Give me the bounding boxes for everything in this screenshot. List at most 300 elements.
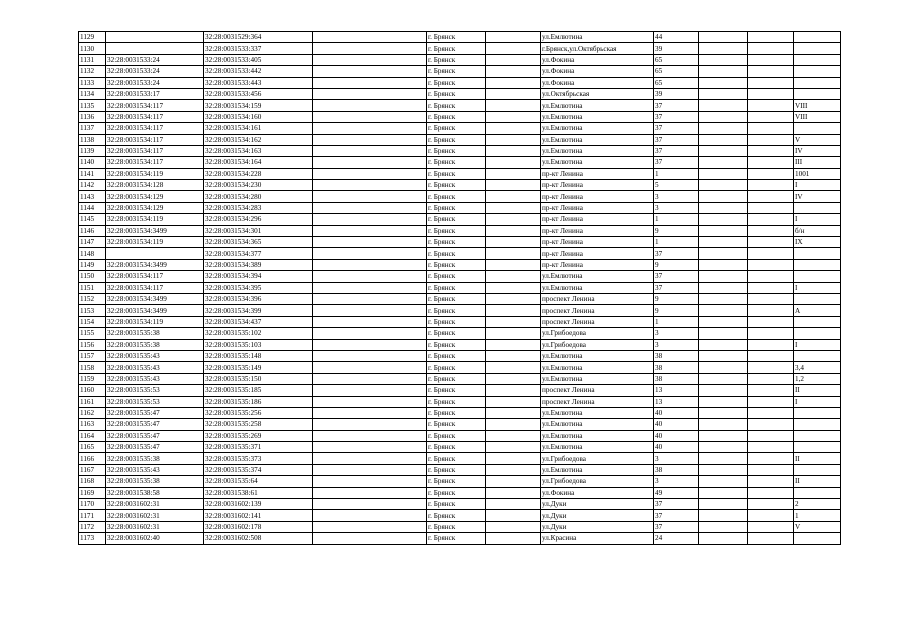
premises-number-cell [794, 350, 841, 361]
table-row [79, 453, 841, 464]
parent-cadastral-number-cell: 32:28:0031534:119 [106, 237, 204, 248]
blank-cell-4 [748, 123, 794, 134]
parent-cadastral-number-cell: 32:28:0031535:53 [106, 396, 204, 407]
parent-cadastral-number-cell: 32:28:0031534:117 [106, 111, 204, 122]
blank-cell-2 [486, 134, 541, 145]
blank-cell-4 [748, 305, 794, 316]
blank-cell [313, 123, 427, 134]
blank-cell-3 [699, 533, 748, 544]
blank-cell-4 [748, 202, 794, 213]
blank-cell-3 [699, 191, 748, 202]
blank-cell [313, 533, 427, 544]
blank-cell-3 [699, 282, 748, 293]
row-number-cell: 1167 [79, 464, 106, 475]
street-cell: ул.Грибоедова [541, 328, 654, 339]
table-row [79, 328, 841, 339]
city-cell: г. Брянск [427, 191, 486, 202]
house-number-cell: 39 [654, 88, 699, 99]
street-cell: ул.Емлютина [541, 419, 654, 430]
blank-cell-4 [748, 43, 794, 54]
premises-number-cell: III [794, 157, 841, 168]
premises-number-cell: II [794, 453, 841, 464]
cadastral-number-cell: 32:28:0031535:373 [204, 453, 313, 464]
blank-cell [313, 145, 427, 156]
blank-cell [313, 419, 427, 430]
city-cell: г. Брянск [427, 123, 486, 134]
row-number-cell: 1153 [79, 305, 106, 316]
table-row [79, 111, 841, 122]
table-row [79, 293, 841, 304]
premises-number-cell [794, 442, 841, 453]
cadastral-number-cell: 32:28:0031534:301 [204, 225, 313, 236]
blank-cell-2 [486, 168, 541, 179]
blank-cell-4 [748, 88, 794, 99]
blank-cell-2 [486, 271, 541, 282]
row-number-cell: 1137 [79, 123, 106, 134]
premises-number-cell [794, 202, 841, 213]
house-number-cell: 65 [654, 54, 699, 65]
blank-cell [313, 407, 427, 418]
street-cell: ул.Фокина [541, 77, 654, 88]
blank-cell [313, 214, 427, 225]
row-number-cell: 1171 [79, 510, 106, 521]
city-cell: г. Брянск [427, 442, 486, 453]
city-cell: г. Брянск [427, 499, 486, 510]
table-row [79, 533, 841, 544]
premises-number-cell [794, 248, 841, 259]
blank-cell-3 [699, 385, 748, 396]
blank-cell-2 [486, 362, 541, 373]
house-number-cell: 9 [654, 293, 699, 304]
blank-cell-4 [748, 157, 794, 168]
table-row [79, 123, 841, 134]
blank-cell [313, 225, 427, 236]
house-number-cell: 40 [654, 442, 699, 453]
blank-cell-4 [748, 237, 794, 248]
cadastral-number-cell: 32:28:0031534:399 [204, 305, 313, 316]
parent-cadastral-number-cell: 32:28:0031538:58 [106, 487, 204, 498]
blank-cell-3 [699, 88, 748, 99]
city-cell: г. Брянск [427, 77, 486, 88]
row-number-cell: 1146 [79, 225, 106, 236]
cadastral-number-cell: 32:28:0031534:365 [204, 237, 313, 248]
premises-number-cell [794, 32, 841, 43]
city-cell: г. Брянск [427, 145, 486, 156]
row-number-cell: 1139 [79, 145, 106, 156]
city-cell: г. Брянск [427, 476, 486, 487]
blank-cell-3 [699, 499, 748, 510]
premises-number-cell: VIII [794, 111, 841, 122]
blank-cell-3 [699, 43, 748, 54]
blank-cell-4 [748, 350, 794, 361]
house-number-cell: 1 [654, 316, 699, 327]
city-cell: г. Брянск [427, 510, 486, 521]
premises-number-cell [794, 407, 841, 418]
blank-cell-4 [748, 419, 794, 430]
house-number-cell: 3 [654, 202, 699, 213]
cadastral-number-cell: 32:28:0031534:161 [204, 123, 313, 134]
premises-number-cell: 2 [794, 499, 841, 510]
street-cell: ул.Дуки [541, 499, 654, 510]
blank-cell-4 [748, 316, 794, 327]
blank-cell [313, 510, 427, 521]
parent-cadastral-number-cell: 32:28:0031534:119 [106, 214, 204, 225]
blank-cell-2 [486, 533, 541, 544]
city-cell: г. Брянск [427, 453, 486, 464]
blank-cell-3 [699, 271, 748, 282]
row-number-cell: 1147 [79, 237, 106, 248]
blank-cell-2 [486, 419, 541, 430]
row-number-cell: 1160 [79, 385, 106, 396]
premises-number-cell: 1,2 [794, 373, 841, 384]
parent-cadastral-number-cell: 32:28:0031535:43 [106, 464, 204, 475]
blank-cell-4 [748, 385, 794, 396]
parent-cadastral-number-cell: 32:28:0031534:117 [106, 271, 204, 282]
parent-cadastral-number-cell: 32:28:0031535:47 [106, 430, 204, 441]
table-row [79, 54, 841, 65]
cadastral-number-cell: 32:28:0031533:456 [204, 88, 313, 99]
premises-number-cell [794, 419, 841, 430]
city-cell: г. Брянск [427, 271, 486, 282]
street-cell: пр-кт Ленина [541, 202, 654, 213]
table-row [79, 464, 841, 475]
street-cell: пр-кт Ленина [541, 168, 654, 179]
row-number-cell: 1132 [79, 66, 106, 77]
table-row [79, 339, 841, 350]
premises-number-cell [794, 54, 841, 65]
blank-cell-2 [486, 225, 541, 236]
blank-cell [313, 339, 427, 350]
blank-cell-2 [486, 487, 541, 498]
table-row [79, 271, 841, 282]
street-cell: пр-кт Ленина [541, 259, 654, 270]
premises-number-cell [794, 66, 841, 77]
blank-cell-4 [748, 293, 794, 304]
blank-cell-3 [699, 214, 748, 225]
cadastral-number-cell: 32:28:0031602:139 [204, 499, 313, 510]
row-number-cell: 1154 [79, 316, 106, 327]
blank-cell-2 [486, 282, 541, 293]
house-number-cell: 37 [654, 271, 699, 282]
blank-cell-4 [748, 328, 794, 339]
parent-cadastral-number-cell: 32:28:0031534:119 [106, 316, 204, 327]
blank-cell-4 [748, 521, 794, 532]
house-number-cell: 37 [654, 282, 699, 293]
blank-cell-3 [699, 259, 748, 270]
cadastral-number-cell: 32:28:0031534:283 [204, 202, 313, 213]
premises-number-cell [794, 88, 841, 99]
blank-cell-4 [748, 373, 794, 384]
street-cell: ул.Емлютина [541, 32, 654, 43]
premises-number-cell [794, 271, 841, 282]
city-cell: г. Брянск [427, 111, 486, 122]
cadastral-number-cell: 32:28:0031534:164 [204, 157, 313, 168]
table-body [79, 32, 841, 545]
table-row [79, 259, 841, 270]
blank-cell-4 [748, 145, 794, 156]
blank-cell [313, 396, 427, 407]
blank-cell-2 [486, 442, 541, 453]
street-cell: ул.Емлютина [541, 282, 654, 293]
blank-cell-3 [699, 237, 748, 248]
row-number-cell: 1170 [79, 499, 106, 510]
street-cell: ул.Дуки [541, 521, 654, 532]
blank-cell [313, 282, 427, 293]
blank-cell-3 [699, 134, 748, 145]
parent-cadastral-number-cell: 32:28:0031534:117 [106, 134, 204, 145]
blank-cell-3 [699, 180, 748, 191]
blank-cell-4 [748, 499, 794, 510]
blank-cell-4 [748, 271, 794, 282]
blank-cell-2 [486, 328, 541, 339]
cadastral-number-cell: 32:28:0031535:103 [204, 339, 313, 350]
blank-cell-2 [486, 32, 541, 43]
parent-cadastral-number-cell: 32:28:0031534:3499 [106, 225, 204, 236]
parent-cadastral-number-cell: 32:28:0031535:43 [106, 362, 204, 373]
table-row [79, 316, 841, 327]
blank-cell-2 [486, 521, 541, 532]
blank-cell-3 [699, 328, 748, 339]
city-cell: г. Брянск [427, 419, 486, 430]
blank-cell-2 [486, 453, 541, 464]
parent-cadastral-number-cell: 32:28:0031534:129 [106, 191, 204, 202]
city-cell: г. Брянск [427, 464, 486, 475]
blank-cell [313, 237, 427, 248]
cadastral-number-cell: 32:28:0031534:296 [204, 214, 313, 225]
row-number-cell: 1169 [79, 487, 106, 498]
table-row [79, 362, 841, 373]
blank-cell-2 [486, 157, 541, 168]
city-cell: г. Брянск [427, 259, 486, 270]
blank-cell [313, 202, 427, 213]
blank-cell [313, 453, 427, 464]
table-row [79, 419, 841, 430]
premises-number-cell: VIII [794, 100, 841, 111]
table-row [79, 442, 841, 453]
cadastral-number-cell: 32:28:0031535:371 [204, 442, 313, 453]
house-number-cell: 37 [654, 100, 699, 111]
street-cell: ул.Грибоедова [541, 476, 654, 487]
parent-cadastral-number-cell: 32:28:0031535:43 [106, 373, 204, 384]
street-cell: ул.Грибоедова [541, 453, 654, 464]
cadastral-number-cell: 32:28:0031602:141 [204, 510, 313, 521]
table-row [79, 191, 841, 202]
row-number-cell: 1172 [79, 521, 106, 532]
blank-cell-3 [699, 54, 748, 65]
blank-cell-3 [699, 510, 748, 521]
city-cell: г. Брянск [427, 339, 486, 350]
parent-cadastral-number-cell: 32:28:0031533:17 [106, 88, 204, 99]
row-number-cell: 1158 [79, 362, 106, 373]
premises-number-cell: I [794, 214, 841, 225]
city-cell: г. Брянск [427, 385, 486, 396]
house-number-cell: 49 [654, 487, 699, 498]
city-cell: г. Брянск [427, 407, 486, 418]
city-cell: г. Брянск [427, 396, 486, 407]
house-number-cell: 37 [654, 510, 699, 521]
blank-cell-2 [486, 77, 541, 88]
street-cell: проспект Ленина [541, 305, 654, 316]
blank-cell [313, 43, 427, 54]
blank-cell-2 [486, 396, 541, 407]
blank-cell-2 [486, 350, 541, 361]
blank-cell-4 [748, 225, 794, 236]
cadastral-number-cell: 32:28:0031538:61 [204, 487, 313, 498]
house-number-cell: 5 [654, 180, 699, 191]
street-cell: ул.Емлютина [541, 350, 654, 361]
parent-cadastral-number-cell: 32:28:0031535:38 [106, 453, 204, 464]
parent-cadastral-number-cell: 32:28:0031534:3499 [106, 293, 204, 304]
table-row [79, 43, 841, 54]
street-cell: ул.Емлютина [541, 407, 654, 418]
blank-cell-3 [699, 521, 748, 532]
premises-number-cell [794, 43, 841, 54]
blank-cell [313, 487, 427, 498]
cadastral-number-cell: 32:28:0031535:150 [204, 373, 313, 384]
parent-cadastral-number-cell: 32:28:0031533:24 [106, 77, 204, 88]
blank-cell [313, 88, 427, 99]
blank-cell-3 [699, 145, 748, 156]
street-cell: ул.Емлютина [541, 442, 654, 453]
blank-cell-4 [748, 510, 794, 521]
table-row [79, 202, 841, 213]
blank-cell-4 [748, 54, 794, 65]
table-row [79, 430, 841, 441]
street-cell: ул.Фокина [541, 54, 654, 65]
parent-cadastral-number-cell: 32:28:0031602:31 [106, 510, 204, 521]
blank-cell-4 [748, 168, 794, 179]
cadastral-number-cell: 32:28:0031535:269 [204, 430, 313, 441]
blank-cell-2 [486, 54, 541, 65]
row-number-cell: 1165 [79, 442, 106, 453]
city-cell: г. Брянск [427, 373, 486, 384]
parent-cadastral-number-cell: 32:28:0031534:117 [106, 123, 204, 134]
table-row [79, 385, 841, 396]
house-number-cell: 1 [654, 237, 699, 248]
premises-number-cell [794, 464, 841, 475]
blank-cell-3 [699, 66, 748, 77]
house-number-cell: 44 [654, 32, 699, 43]
blank-cell-2 [486, 305, 541, 316]
parent-cadastral-number-cell: 32:28:0031534:3499 [106, 259, 204, 270]
street-cell: пр-кт Ленина [541, 180, 654, 191]
house-number-cell: 13 [654, 396, 699, 407]
house-number-cell: 40 [654, 407, 699, 418]
city-cell: г. Брянск [427, 430, 486, 441]
parent-cadastral-number-cell: 32:28:0031533:24 [106, 66, 204, 77]
city-cell: г. Брянск [427, 533, 486, 544]
street-cell: ул.Октябрьская [541, 88, 654, 99]
house-number-cell: 1 [654, 168, 699, 179]
table-row [79, 373, 841, 384]
row-number-cell: 1156 [79, 339, 106, 350]
parent-cadastral-number-cell: 32:28:0031534:117 [106, 282, 204, 293]
table-row [79, 282, 841, 293]
cadastral-number-cell: 32:28:0031535:148 [204, 350, 313, 361]
street-cell: ул.Емлютина [541, 134, 654, 145]
city-cell: г. Брянск [427, 487, 486, 498]
street-cell: пр-кт Ленина [541, 237, 654, 248]
premises-number-cell [794, 328, 841, 339]
blank-cell-2 [486, 66, 541, 77]
premises-number-cell [794, 316, 841, 327]
row-number-cell: 1143 [79, 191, 106, 202]
blank-cell-4 [748, 407, 794, 418]
street-cell: ул.Емлютина [541, 430, 654, 441]
blank-cell-2 [486, 510, 541, 521]
street-cell: ул.Емлютина [541, 271, 654, 282]
city-cell: г. Брянск [427, 54, 486, 65]
street-cell: пр-кт Ленина [541, 191, 654, 202]
table-row [79, 510, 841, 521]
blank-cell-3 [699, 111, 748, 122]
street-cell: проспект Ленина [541, 316, 654, 327]
street-cell: ул.Емлютина [541, 100, 654, 111]
street-cell: ул.Грибоедова [541, 339, 654, 350]
blank-cell-2 [486, 476, 541, 487]
blank-cell [313, 305, 427, 316]
parent-cadastral-number-cell: 32:28:0031535:47 [106, 419, 204, 430]
blank-cell-3 [699, 100, 748, 111]
blank-cell [313, 499, 427, 510]
house-number-cell: 65 [654, 77, 699, 88]
blank-cell [313, 464, 427, 475]
cadastral-number-cell: 32:28:0031534:396 [204, 293, 313, 304]
house-number-cell: 40 [654, 430, 699, 441]
blank-cell-3 [699, 77, 748, 88]
blank-cell-3 [699, 476, 748, 487]
blank-cell-4 [748, 464, 794, 475]
table-row [79, 168, 841, 179]
house-number-cell: 37 [654, 111, 699, 122]
street-cell: пр-кт Ленина [541, 248, 654, 259]
row-number-cell: 1155 [79, 328, 106, 339]
house-number-cell: 37 [654, 123, 699, 134]
cadastral-number-cell: 32:28:0031534:437 [204, 316, 313, 327]
blank-cell-2 [486, 214, 541, 225]
blank-cell [313, 134, 427, 145]
blank-cell [313, 248, 427, 259]
street-cell: пр-кт Ленина [541, 225, 654, 236]
city-cell: г. Брянск [427, 88, 486, 99]
cadastral-number-cell: 32:28:0031534:377 [204, 248, 313, 259]
table-row [79, 237, 841, 248]
cadastral-number-cell: 32:28:0031535:149 [204, 362, 313, 373]
blank-cell [313, 350, 427, 361]
blank-cell-4 [748, 214, 794, 225]
street-cell: ул.Фокина [541, 487, 654, 498]
blank-cell-4 [748, 339, 794, 350]
house-number-cell: 38 [654, 350, 699, 361]
row-number-cell: 1140 [79, 157, 106, 168]
cadastral-number-cell: 32:28:0031534:159 [204, 100, 313, 111]
cadastral-number-cell: 32:28:0031534:163 [204, 145, 313, 156]
house-number-cell: 13 [654, 385, 699, 396]
cadastral-number-cell: 32:28:0031534:395 [204, 282, 313, 293]
parent-cadastral-number-cell: 32:28:0031602:31 [106, 521, 204, 532]
parent-cadastral-number-cell: 32:28:0031602:40 [106, 533, 204, 544]
row-number-cell: 1150 [79, 271, 106, 282]
blank-cell [313, 328, 427, 339]
cadastral-number-cell: 32:28:0031534:160 [204, 111, 313, 122]
blank-cell-2 [486, 464, 541, 475]
blank-cell-2 [486, 259, 541, 270]
house-number-cell: 3 [654, 453, 699, 464]
blank-cell [313, 271, 427, 282]
blank-cell [313, 316, 427, 327]
blank-cell-4 [748, 111, 794, 122]
blank-cell-2 [486, 339, 541, 350]
